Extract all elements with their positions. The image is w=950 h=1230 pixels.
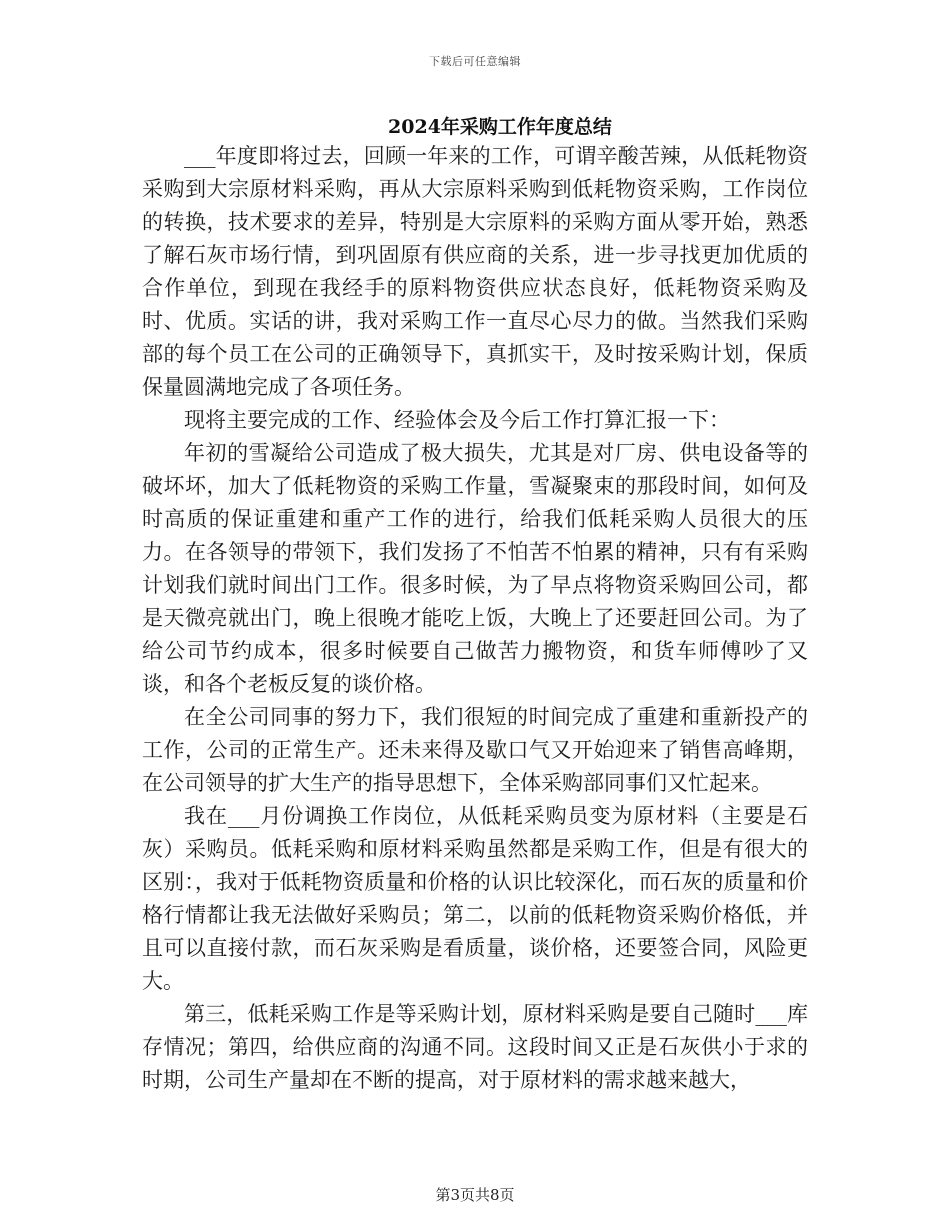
paragraph: 年初的雪凝给公司造成了极大损失，尤其是对厂房、供电设备等的破坏坏，加大了低耗物资的采购工作量，雪凝聚束的那段时间，如何及时高质的保证重建和重产工作的进行，给我们低耗采购人员很大的压力。在各领导的带领下，我们发扬了不怕苦不怕累的精神，只有有采购计划我们就时间出门工作。很多时候，为了早点将物资采购回公司，都是天微亮就出门，晚上很晚才能吃上饭，大晚上了还要赶回公司。为了给公司节约成本，很多时候要自己做苦力搬物资，和货车师傅吵了又谈，和各个老板反复的谈价格。	[142, 441, 808, 696]
page-header-note: 下载后可任意编辑	[429, 55, 521, 68]
paragraph: 我在___月份调换工作岗位，从低耗采购员变为原材料（主要是石灰）采购员。低耗采购和原材料采购虽然都是采购工作，但是有很大的区别：，我对于低耗物资质量和价格的认识比较深化，而石灰的质量和价格行情都让我无法做好采购员；第二，以前的低耗物资采购价格低，并且可以直接付款，而石灰采购是看质量，谈价格，还要签合同，风险更大。	[142, 804, 808, 993]
document-title: 2024年采购工作年度总结	[388, 116, 612, 138]
paragraph: 第三，低耗采购工作是等采购计划，原材料采购是要自己随时___库存情况；第四，给供应商的沟通不同。这段时间又正是石灰供小于求的时期，公司生产量却在不断的提高，对于原材料的需求越来越大，	[142, 1002, 808, 1092]
document-body	[142, 140, 808, 1097]
paragraph: ___年度即将过去，回顾一年来的工作，可谓辛酸苦辣，从低耗物资采购到大宗原材料采购，再从大宗原料采购到低耗物资采购，工作岗位的转换，技术要求的差异，特别是大宗原料的采购方面从零开始，熟悉了解石灰市场行情，到巩固原有供应商的关系，进一步寻找更加优质的合作单位，到现在我经手的原料物资供应状态良好，低耗物资采购及时、优质。实话的讲，我对采购工作一直尽心尽力的做。当然我们采购部的每个员工在公司的正确领导下，真抓实干，及时按采购计划，保质保量圆满地完成了各项任务。	[142, 144, 808, 399]
paragraph: 在全公司同事的努力下，我们很短的时间完成了重建和重新投产的工作，公司的正常生产。还未来得及歇口气又开始迎来了销售高峰期，在公司领导的扩大生产的指导思想下，全体采购部同事们又忙起来。	[142, 705, 808, 795]
page-number: 第3页共8页	[435, 1186, 515, 1204]
paragraph: 现将主要完成的工作、经验体会及今后工作打算汇报一下：	[184, 408, 730, 432]
